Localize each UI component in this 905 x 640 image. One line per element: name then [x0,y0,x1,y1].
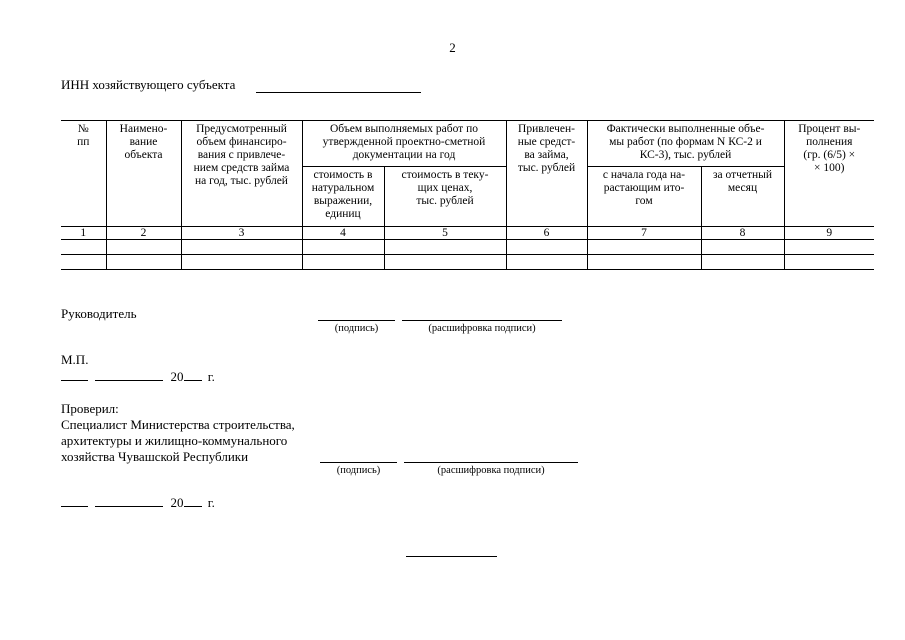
table-cell[interactable] [181,240,302,255]
stamp-date-row [61,369,215,385]
table-cell[interactable] [302,240,384,255]
header-col-actual-year-to-date: с начала года на- растающим ито- гом [587,167,701,227]
day-blank[interactable] [61,496,88,507]
table-cell[interactable] [587,255,701,270]
checked-position-line: архитектуры и жилищно-коммунального [61,433,288,448]
head-title: Руководитель [61,306,137,321]
month-blank[interactable] [95,496,163,507]
day-blank[interactable] [61,370,88,381]
table-cell[interactable] [784,240,874,255]
year-prefix: 20 [170,369,184,384]
table-cell[interactable] [506,240,587,255]
table-cell[interactable] [302,255,384,270]
checked-decode-caption: (расшифровка подписи) [437,465,545,476]
checked-signature-caption: (подпись) [336,465,381,476]
table-cell[interactable] [384,255,506,270]
year-suffix: г. [207,495,215,510]
footer-separator [406,556,497,557]
header-col-planned-financing: Предусмотренный объем финансиро- вания с привлече- нием средств займа на год, тыс. рублей [181,121,302,227]
checked-position-line: Специалист Министерства строительства, [61,417,295,432]
column-number: 8 [701,227,784,240]
table-row [61,255,874,270]
head-signature-caption: (подпись) [334,323,379,334]
head-decode-caption: (расшифровка подписи) [428,323,536,334]
column-number: 6 [506,227,587,240]
table-cell[interactable] [61,255,106,270]
table-cell[interactable] [106,240,181,255]
column-number: 7 [587,227,701,240]
table-cell[interactable] [61,240,106,255]
page-number: 2 [449,40,456,55]
checked-signature-line[interactable] [320,462,397,463]
year-blank[interactable] [184,370,202,381]
inn-input-line[interactable] [256,92,421,93]
header-col-percent: Процент вы- полнения (гр. (6/5) × × 100) [784,121,874,227]
year-prefix: 20 [170,495,184,510]
table-cell[interactable] [784,255,874,270]
header-col-object-name: Наимено- вание объекта [106,121,181,227]
table-row [61,240,874,255]
head-decode-line[interactable] [402,320,562,321]
header-col-actual-month: за отчетный месяц [701,167,784,227]
column-number: 1 [61,227,106,240]
header-col-actual-work: Фактически выполненные объе- мы работ (по формам N КС-2 и КС-3), тыс. рублей [587,121,784,167]
table-cell[interactable] [587,240,701,255]
month-blank[interactable] [95,370,163,381]
header-col-work-volume: Объем выполняемых работ по утвержденной проектно-сметной документации на год [302,121,506,167]
inn-label: ИНН хозяйствующего субъекта [61,77,236,92]
column-number: 9 [784,227,874,240]
column-number: 5 [384,227,506,240]
table-cell[interactable] [181,255,302,270]
head-signature-line[interactable] [318,320,395,321]
year-blank[interactable] [184,496,202,507]
header-col-volume-current-prices: стоимость в теку- щих ценах, тыс. рублей [384,167,506,227]
table-cell[interactable] [701,240,784,255]
checked-title: Проверил: [61,401,119,416]
header-col-number: № пп [61,121,106,227]
year-suffix: г. [207,369,215,384]
stamp-label: М.П. [61,352,89,367]
table-cell[interactable] [384,240,506,255]
checked-position-line: хозяйства Чувашской Республики [61,449,249,464]
header-col-attracted-funds: Привлечен- ные средст- ва займа, тыс. рублей [506,121,587,227]
checked-decode-line[interactable] [404,462,578,463]
column-numbers-row [61,227,874,240]
column-number: 2 [106,227,181,240]
header-col-volume-natural: стоимость в натуральном выражении, единиц [302,167,384,227]
table-cell[interactable] [701,255,784,270]
checked-date-row [61,495,215,511]
column-number: 3 [181,227,302,240]
column-number: 4 [302,227,384,240]
table-cell[interactable] [106,255,181,270]
table-cell[interactable] [506,255,587,270]
report-table [61,120,874,270]
